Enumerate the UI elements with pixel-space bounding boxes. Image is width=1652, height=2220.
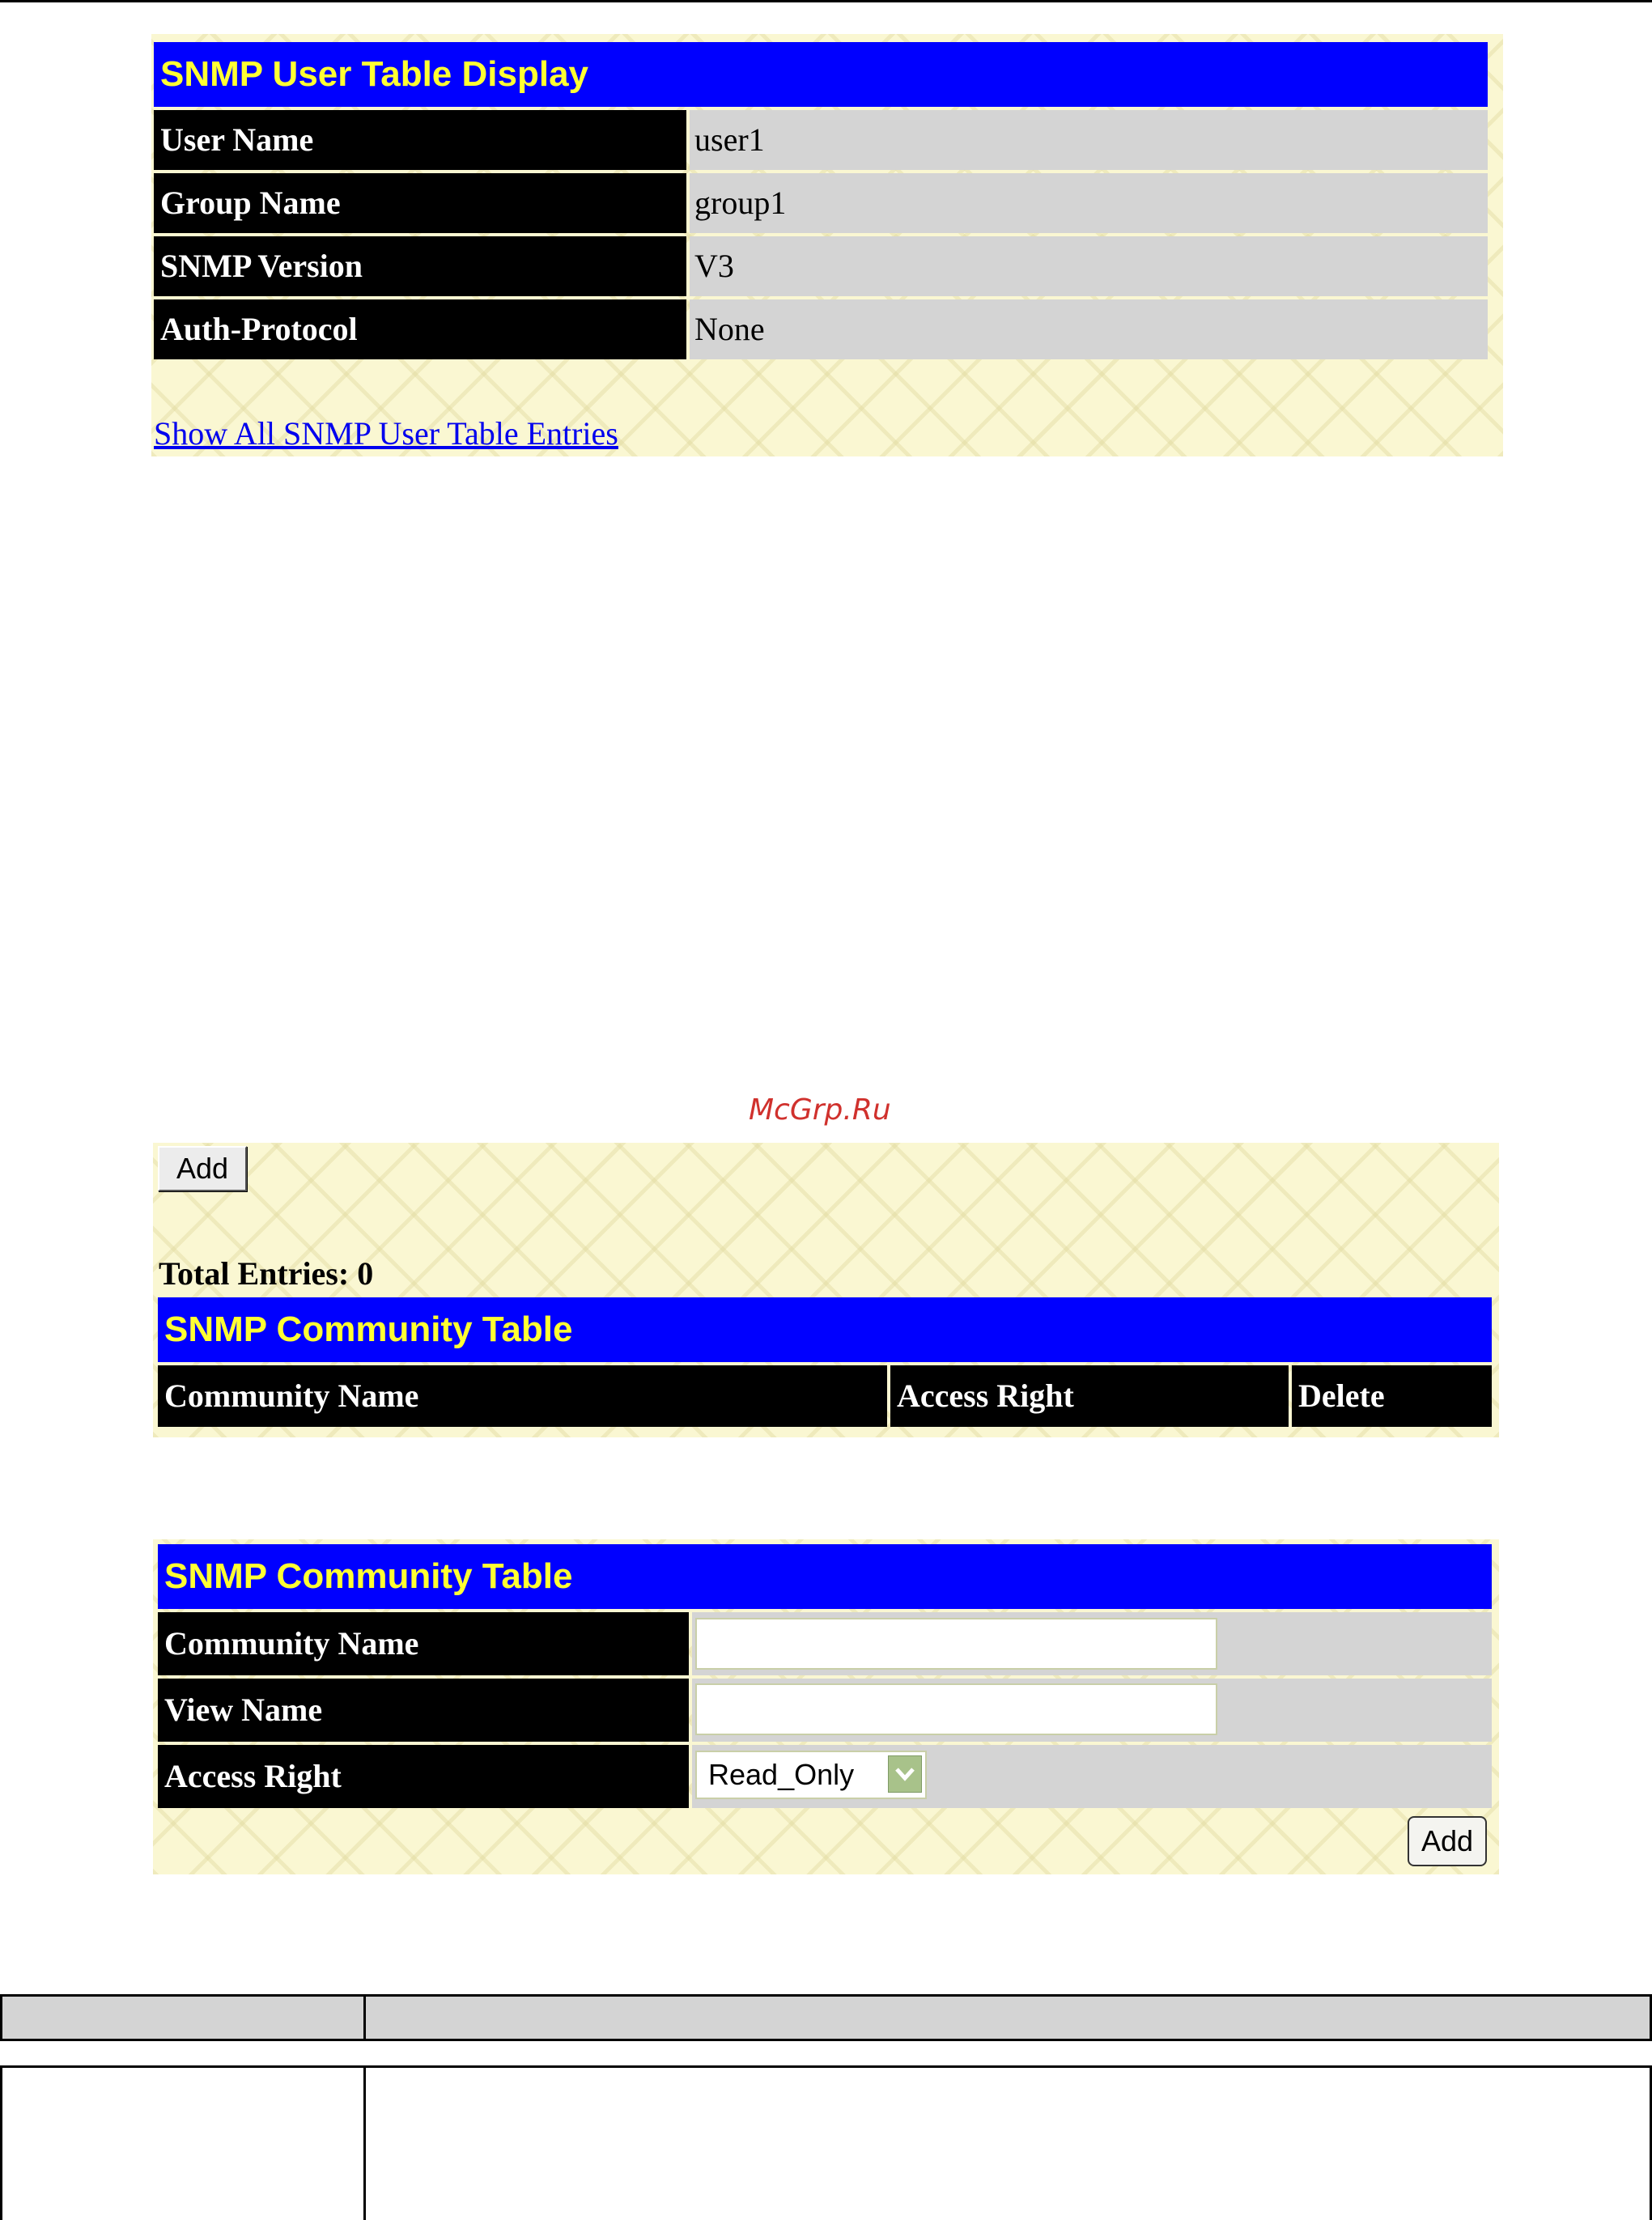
show-all-user-entries-link[interactable]: Show All SNMP User Table Entries — [154, 415, 618, 452]
user-name-value: user1 — [690, 110, 1488, 170]
group-name-label: Group Name — [154, 173, 686, 233]
auth-protocol-value: None — [690, 299, 1488, 359]
doc-table-row-param — [0, 2065, 366, 2220]
auth-protocol-label: Auth-Protocol — [154, 299, 686, 359]
column-access-right: Access Right — [890, 1365, 1289, 1427]
community-name-label: Community Name — [158, 1612, 689, 1675]
add-community-button[interactable]: Add — [158, 1146, 247, 1191]
community-list-title: SNMP Community Table — [158, 1297, 1492, 1362]
column-delete: Delete — [1292, 1365, 1492, 1427]
group-name-value: group1 — [690, 173, 1488, 233]
doc-table-header-param — [0, 1994, 366, 2041]
column-community-name: Community Name — [158, 1365, 887, 1427]
view-name-label: View Name — [158, 1679, 689, 1742]
add-community-submit-button[interactable]: Add — [1408, 1816, 1487, 1866]
doc-table-row-description — [363, 2065, 1652, 2220]
doc-table-header-description — [363, 1994, 1652, 2041]
user-name-label: User Name — [154, 110, 686, 170]
community-form-title: SNMP Community Table — [158, 1544, 1492, 1609]
access-right-selected: Read_Only — [708, 1758, 855, 1791]
watermark-text: McGrp.Ru — [749, 1093, 891, 1127]
snmp-version-label: SNMP Version — [154, 236, 686, 296]
user-table-title: SNMP User Table Display — [154, 42, 1488, 107]
total-entries-text: Total Entries: 0 — [159, 1255, 374, 1292]
community-name-input[interactable] — [695, 1618, 1217, 1670]
chevron-down-icon[interactable] — [888, 1755, 922, 1793]
access-right-select[interactable] — [695, 1751, 927, 1799]
access-right-label: Access Right — [158, 1745, 689, 1808]
page-top-rule — [0, 0, 1652, 2]
view-name-input[interactable] — [695, 1683, 1217, 1735]
snmp-version-value: V3 — [690, 236, 1488, 296]
